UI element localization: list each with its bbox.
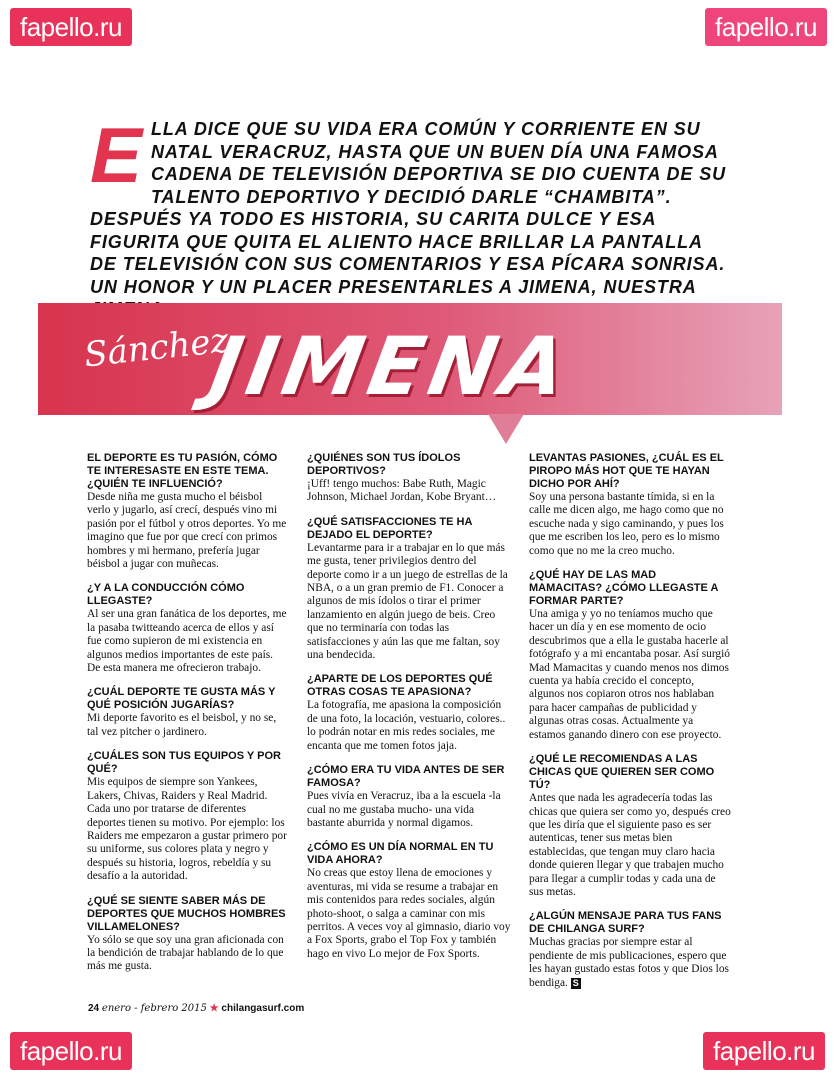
answer: Una amiga y yo no teníamos mucho que hacer un día y en ese momento de ocio descubrimos que a ella le gustaba hacerle al fotógrafo y a mi encantaba posar. Así surgió Mad Mamacitas y cuando menos nos dimos cuenta ya había crecido el concepto, algunos nos copiaron otros nos hablaban para hacer campañas de publicidad y algunas otras cosas. Actualmente ya estamos ganando dinero con ese proyecto. (529, 608, 730, 741)
end-of-article-badge: S (572, 977, 579, 988)
watermark-bottom-right: fapello.ru (703, 1032, 825, 1070)
column-1 (87, 452, 287, 985)
question: ¿QUÉ SATISFACCIONES TE HA DEJADO EL DEPORTE? (307, 515, 473, 541)
answer: Al ser una gran fanática de los deportes, me la pasaba twitteando acerca de ellos y así fue como supieron de mi existencia en algunos medios importantes de este país. De esta manera me ofrecieron trabajo. (87, 608, 287, 675)
page-footer (88, 1003, 304, 1014)
issue-date: enero - febrero 2015 (101, 1003, 207, 1014)
banner-speech-tail (488, 414, 524, 444)
answer-with-badge (529, 936, 731, 990)
banner-first-name: JIMENA (203, 320, 579, 413)
answer: Soy una persona bastante tímida, si en la calle me dicen algo, me hago como que no escuche nada y sigo caminando, y pues los que me escriben los leo, pero es lo mismo como que no me la creo mucho. (529, 491, 724, 557)
intro-paragraph (90, 111, 730, 321)
answer: La fotografía, me apasiona la composición de una foto, la locación, vestuario, colores.. lo podrán notar en mis redes sociales, me encanta que me tomen fotos jaja. (307, 699, 506, 752)
question: ¿QUÉ LE RECOMIENDAS A LAS CHICAS QUE QUIEREN SER COMO TÚ? (529, 753, 715, 792)
banner-surname: Sánchez (82, 320, 231, 376)
answer: Antes que nada les agradecería todas las chicas que quiera ser como yo, después creo que les diría que el siguiente paso es ser autenticas, tener sus metas bien establecidas, que tengan muy claro hacia donde quieren llegar y que trabajen mucho para llegar a cumplir todas y cada una de sus metas. (529, 792, 731, 898)
question: ¿APARTE DE LOS DEPORTES QUÉ OTRAS COSAS TE APASIONA? (307, 673, 493, 699)
answer: Mi deporte favorito es el beisbol, y no se, tal vez pitcher o jardinero. (87, 712, 277, 738)
question: ¿CÓMO ERA TU VIDA ANTES DE SER FAMOSA? (307, 764, 505, 790)
answer: No creas que estoy llena de emociones y aventuras, mi vida se resume a trabajar en mis contenidos para redes sociales, algún photo-shoot, o salga a caminar con mis perritos. A veces voy al gimnasio, diario voy a Fox Sports, grabo el Top Fox y también hago en vivo Lo mejor de Fox Sports. (307, 867, 511, 960)
question: ¿ALGÚN MENSAJE PARA TUS FANS DE CHILANGA SURF? (529, 910, 722, 936)
question: ¿Y A LA CONDUCCIÓN CÓMO LLEGASTE? (87, 582, 245, 608)
answer: Desde niña me gusta mucho el béisbol verlo y jugarlo, así crecí, después vino mi pasión por el fútbol y otros deportes. Yo me imagino que fue por que crecí con primos hombres y mi hermano, prefería jugar béisbol a jugar con muñecas. (87, 491, 287, 571)
star-icon: ★ (209, 1003, 219, 1014)
question: ¿CUÁLES SON TUS EQUIPOS Y POR QUÉ? (87, 750, 281, 776)
watermark-bottom-left: fapello.ru (10, 1032, 132, 1070)
answer: ¡Uff! tengo muchos: Babe Ruth, Magic Johnson, Michael Jordan, Kobe Bryant… (307, 478, 497, 504)
answer: Yo sólo se que soy una gran aficionada con la bendición de trabajar hablando de lo que más me gusta. (87, 933, 284, 973)
question: ¿CUÁL DEPORTE TE GUSTA MÁS Y QUÉ POSICIÓN JUGARÍAS? (87, 686, 276, 712)
column-3 (529, 452, 731, 1001)
question: LEVANTAS PASIONES, ¿CUÁL ES EL PIROPO MÁS HOT QUE TE HAYAN DICHO POR AHÍ? (529, 452, 724, 490)
watermark-top-left: fapello.ru (10, 8, 132, 46)
intro-text: LLA DICE QUE SU VIDA ERA COMÚN Y CORRIENTE EN SU NATAL VERACRUZ, HASTA QUE UN BUEN DÍA UNA FAMOSA CADENA DE TELEVISIÓN DEPORTIVA SE DIO CUENTA DE SU TALENTO DEPORTIVO Y DECIDIÓ DARLE “CHAMBITA”. DESPUÉS YA TODO ES HISTORIA, SU CARITA DULCE Y ESA FIGURITA QUE QUITA EL ALIENTO HACE BRILLAR LA PANTALLA DE TELEVISIÓN CON SUS COMENTARIOS Y ESA PÍCARA SONRISA. UN HONOR Y UN PLACER PRESENTARLES A JIMENA, NUESTRA (90, 119, 726, 297)
watermark-top-right: fapello.ru (705, 8, 827, 46)
question: ¿QUÉ HAY DE LAS MAD MAMACITAS? ¿CÓMO LLEGASTE A FORMAR PARTE? (529, 569, 719, 608)
site-url: chilangasurf.com (221, 1003, 305, 1014)
page-number: 24 (88, 1003, 100, 1014)
question: ¿QUIÉNES SON TUS ÍDOLOS DEPORTIVOS? (307, 452, 461, 477)
question: ¿CÓMO ES UN DÍA NORMAL EN TU VIDA AHORA? (307, 841, 494, 867)
question: ¿QUÉ SE SIENTE SABER MÁS DE DEPORTES QUE MUCHOS HOMBRES VILLAMELONES? (87, 894, 286, 933)
answer: Muchas gracias por siempre estar al pendiente de mis publicaciones, espero que les hayan gustado estas fotos y que Dios los bendiga. (529, 936, 729, 989)
column-2 (307, 452, 512, 972)
answer: Pues vivía en Veracruz, iba a la escuela -la cual no me gustaba mucho- una vida bastante aburrida y normal digamos. (307, 790, 501, 829)
question: EL DEPORTE ES TU PASIÓN, CÓMO TE INTERESASTE EN ESTE TEMA. ¿QUIÉN TE INFLUENCIÓ? (87, 452, 278, 490)
answer: Mis equipos de siempre son Yankees, Lakers, Chivas, Raiders y Real Madrid. Cada uno por tratarse de diferentes deportes tienen su motivo. Por ejemplo: los Raiders me empezaron a gustar primero por su uniforme, sus colores plata y negro y después su historia, logros, rebeldía y su desafío a la autoridad. (87, 776, 287, 883)
answer: Levantarme para ir a trabajar en lo que más me gusta, tener privilegios dentro del deporte como ir a un juego de estrellas de la NBA, o a un gran premio de F1. Conocer a algunos de mis ídolos o tirar el primer lanzamiento en algún juego de beis. Creo que no terminaría con todas las satisfacciones y aún las que me faltan, soy una bendecida. (307, 541, 508, 662)
intro-dropcap: E (90, 111, 143, 199)
